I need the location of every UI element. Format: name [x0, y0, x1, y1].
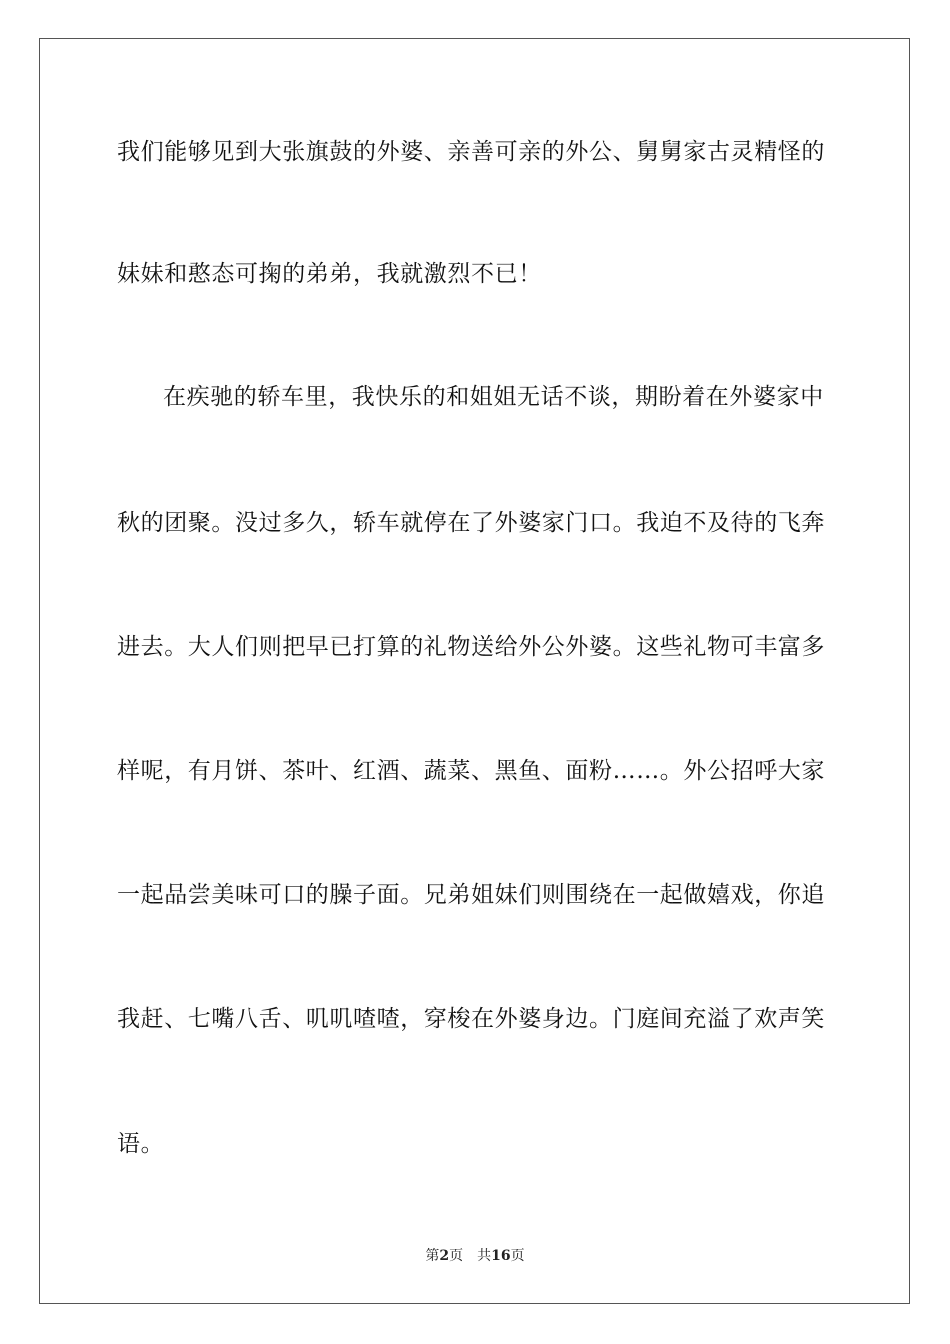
- text-line: 进去。大人们则把早已打算的礼物送给外公外婆。这些礼物可丰富多: [117, 634, 825, 660]
- page-footer: [0, 1247, 950, 1265]
- page-number: 2: [439, 1248, 450, 1264]
- text-line: 样呢，有月饼、茶叶、红酒、蔬菜、黑鱼、面粉……。外公招呼大家: [117, 758, 825, 784]
- total-suffix: 页: [510, 1248, 525, 1264]
- page-suffix: 页: [449, 1248, 464, 1264]
- text-line: 在疾驰的轿车里，我快乐的和姐姐无话不谈，期盼着在外婆家中: [163, 384, 824, 410]
- text-line: 一起品尝美味可口的臊子面。兄弟姐妹们则围绕在一起做嬉戏，你追: [117, 882, 825, 908]
- total-pages: 16: [491, 1248, 511, 1264]
- page-prefix: 第: [425, 1248, 440, 1264]
- text-line: 我们能够见到大张旗鼓的外婆、亲善可亲的外公、舅舅家古灵精怪的: [117, 139, 825, 165]
- text-line: 秋的团聚。没过多久，轿车就停在了外婆家门口。我迫不及待的飞奔: [117, 510, 825, 536]
- text-line: 妹妹和憨态可掬的弟弟，我就激烈不已！: [117, 261, 542, 287]
- page-border: [39, 38, 910, 1304]
- total-prefix: 共: [477, 1248, 492, 1264]
- text-line: 语。: [117, 1131, 165, 1157]
- text-line: 我赶、七嘴八舌、叽叽喳喳，穿梭在外婆身边。门庭间充溢了欢声笑: [117, 1006, 825, 1032]
